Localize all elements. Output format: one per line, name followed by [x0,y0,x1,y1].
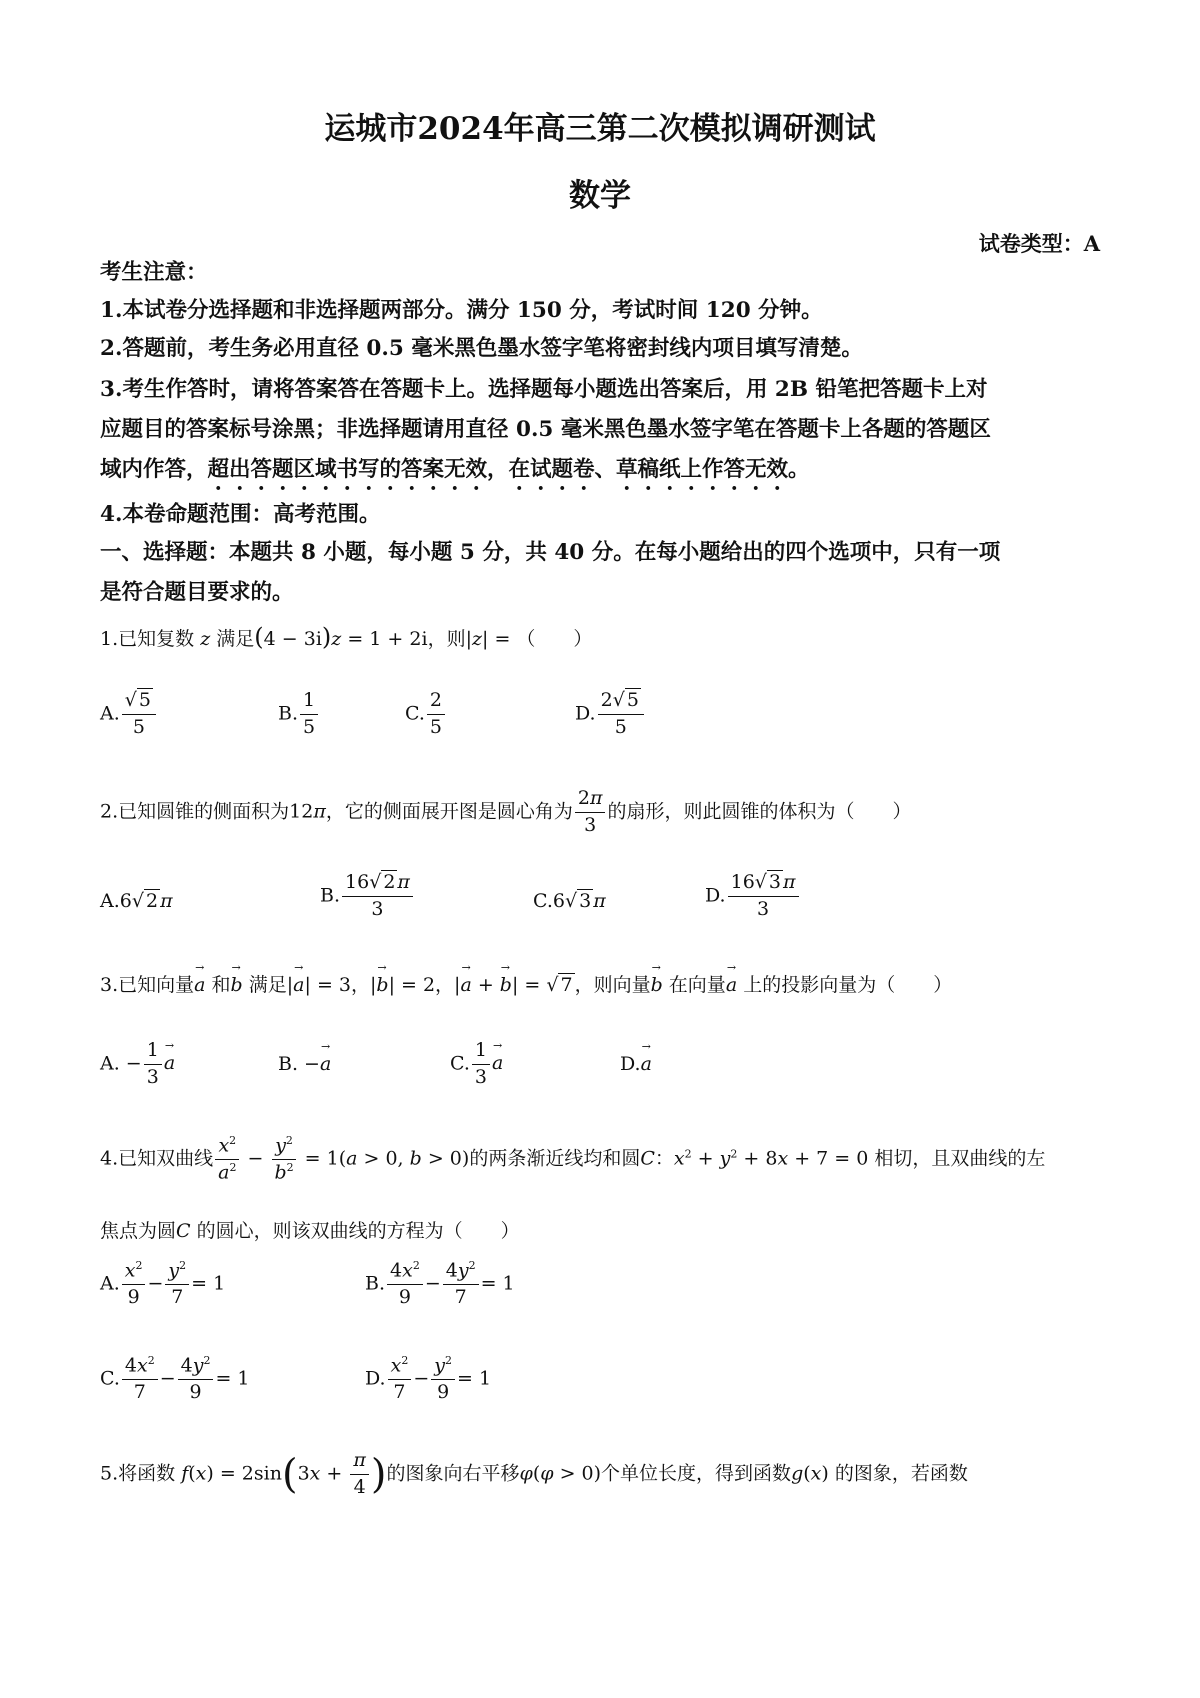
question-4-option-b: B. $\frac{4x^2}{9}$ − $\frac{4y^2}{7}$ = 1 [365,1259,515,1309]
subject-title: 数学 [569,178,631,214]
notice-item-1: 1.本试卷分选择题和非选择题两部分。满分 150 分，考试时间 120 分钟。 [100,298,823,323]
question-1-option-a: A. $\frac{√ 5}{5}$ [100,690,158,739]
question-1-option-b: B. $\frac{1}{5}$ [278,690,320,739]
question-4-stem-line-2: 焦点为圆C 的圆心，则该双曲线的方程为（ ） [100,1220,520,1242]
question-4-option-a: A. $\frac{x^2}{9}$ − $\frac{y^2}{7}$ = 1 [100,1259,226,1309]
section-heading-line-2: 是符合题目要求的。 [100,580,294,605]
notice-item-3-line-1: 3.考生作答时，请将答案答在答题卡上。选择题每小题选出答案后，用 2B 铅笔把答题卡上对 [100,377,988,402]
notice-item-4: 4.本卷命题范围：高考范围。 [100,502,381,527]
section-heading-line-1: 一、选择题：本题共 8 小题，每小题 5 分，共 40 分。在每小题给出的四个选项中，只有一项 [100,540,1001,565]
notice-item-3-line-2: 应题目的答案标号涂黑；非选择题请用直径 0.5 毫米黑色墨水签字笔在答题卡上各题的答题区 [100,417,991,442]
question-3-option-b: B. −→ a [278,1053,331,1075]
question-4-stem: 4.已知双曲线 $\frac{x^2}{a^2}$ − $\frac{y^2}{b^2}$ = 1(a > 0, b > 0)的两条渐近线均和圆C：$x^2 + y^2 + 8x + 7 = 0$ 相切，且双曲线的左 [100,1134,1046,1184]
notice-heading: 考生注意： [100,260,208,285]
question-1-option-d: D. $\frac{2√ 5}{5}$ [575,690,646,739]
notice-item-2: 2.答题前，考生务必用直径 0.5 毫米黑色墨水签字笔将密封线内项目填写清楚。 [100,336,863,361]
question-2-option-a: A.6√ 2 π [100,890,173,912]
question-3-option-d: D.→ a [620,1053,652,1075]
question-3-option-a: A. − $\frac{1}{3}$ → a [100,1040,175,1089]
question-2-option-b: B. $\frac{16√ 2 \pi}{3}$ [320,872,415,921]
paper-type: 试卷类型：A [978,231,1100,256]
question-3-stem: 3.已知向量→ a 和→ b 满足|→ a| = 3，|→ b| = 2，|→ a + → b| = √ 7 ，则向量→ b 在向量→ a 上的投影向量为（ ） [100,970,952,997]
question-1-stem: 1.已知复数 z 满足(4 − 3i)z = 1 + 2i，则|z| = （ ） [100,623,593,651]
notice-item-3-line-3: 域内作答，超出答题区域书写的答案无效，在试题卷、草稿纸上作答无效。 [100,457,810,482]
emphasized-text: 超出答题区域书写的答案无效，在试题卷、草稿纸上作答无效 [207,457,789,482]
question-3-option-c: C. $\frac{1}{3}$ → a [450,1040,503,1089]
question-5-stem: 5.将函数 f(x) = 2sin(3x + $\frac{\pi}{4}$ )的图象向右平移φ(φ > 0)个单位长度，得到函数g(x) 的图象，若函数 [100,1449,968,1498]
question-2-option-d: D. $\frac{16√ 3 \pi}{3}$ [705,872,801,921]
page-title: 运城市2024年高三第二次模拟调研测试 [324,111,876,147]
question-4-option-d: D. $\frac{x^2}{7}$ − $\frac{y^2}{9}$ = 1 [365,1354,492,1404]
question-2-option-c: C.6√ 3 π [533,890,606,912]
question-1-option-c: C. $\frac{2}{5}$ [405,690,447,739]
question-2-stem: 2.已知圆锥的侧面积为12π，它的侧面展开图是圆心角为 $\frac{2\pi}{3}$ 的扇形，则此圆锥的体积为（ ） [100,787,912,836]
question-4-option-c: C. $\frac{4x^2}{7}$ − $\frac{4y^2}{9}$ = 1 [100,1354,250,1404]
